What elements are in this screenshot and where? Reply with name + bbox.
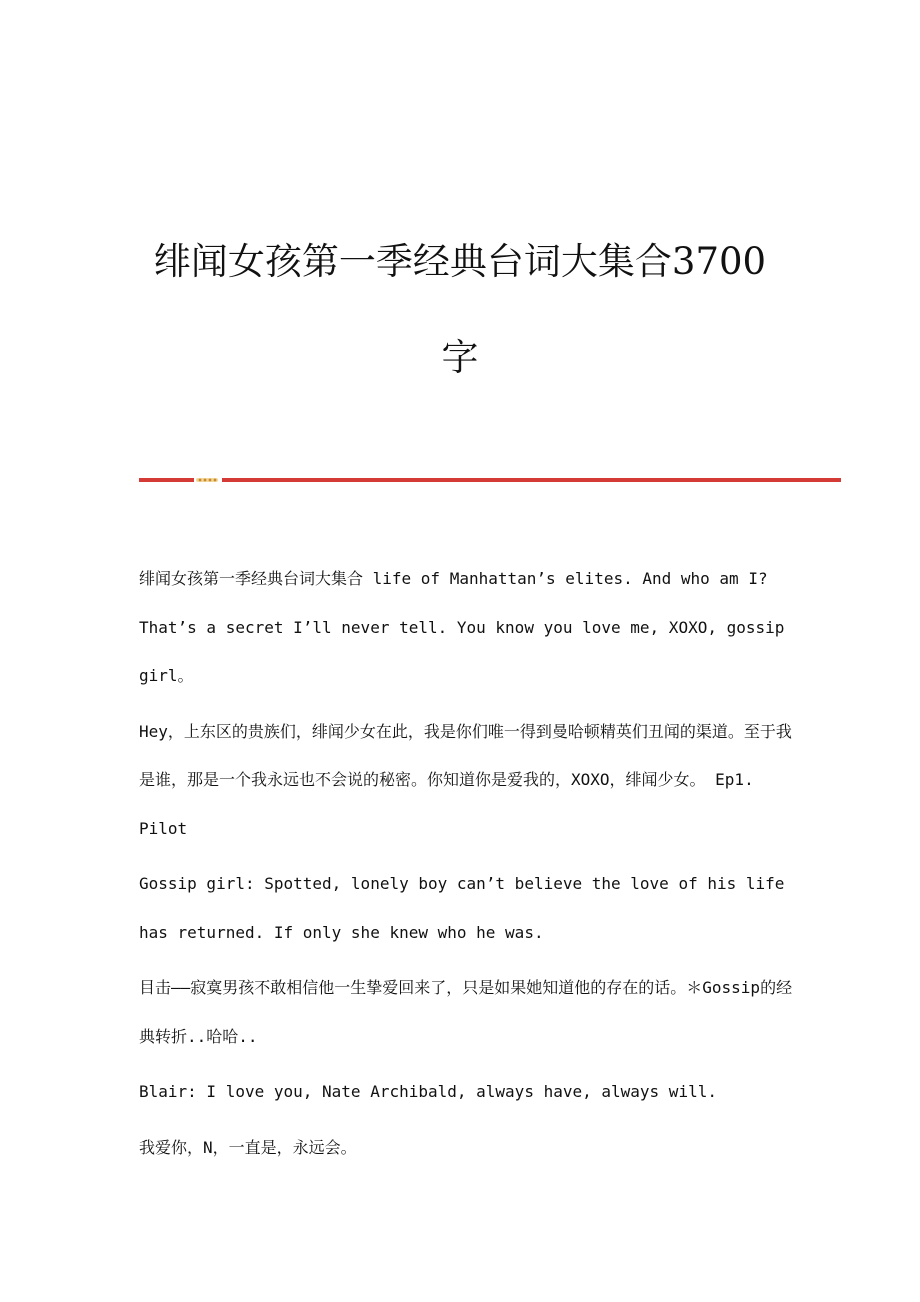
paragraph: 目击——寂寞男孩不敢相信他一生挚爱回来了，只是如果她知道他的存在的话。＊Gossip的经典转折..哈哈.. — [139, 978, 793, 1046]
paragraph: 我爱你，N，一直是，永远会。 — [139, 1137, 357, 1157]
divider-ornament-icon — [196, 476, 218, 484]
divider-bar-right — [222, 478, 841, 482]
document-title — [0, 214, 920, 406]
paragraph: Hey，上东区的贵族们，绯闻少女在此，我是你们唯一得到曼哈顿精英们丑闻的渠道。至于我是谁，那是一个我永远也不会说的秘密。你知道你是爱我的，XOXO，绯闻少女。 Ep1. Pilot — [139, 721, 792, 838]
document-body — [139, 555, 799, 1172]
title-line-1: 绯闻女孩第一季经典台词大集合3700 — [153, 240, 767, 283]
title-divider — [139, 476, 841, 484]
paragraph: Gossip girl: Spotted, lonely boy can’t believe the love of his life has returned. If only she knew who he was. — [139, 874, 785, 942]
title-line-2: 字 — [441, 336, 479, 379]
divider-bar-left — [139, 478, 194, 482]
paragraph: 绯闻女孩第一季经典台词大集合 life of Manhattan’s elites. And who am I? That’s a secret I’ll never tell. You know you love me, XOXO, gossip girl。 — [139, 569, 785, 685]
paragraph: Blair: I love you, Nate Archibald, always have, always will. — [139, 1082, 717, 1101]
